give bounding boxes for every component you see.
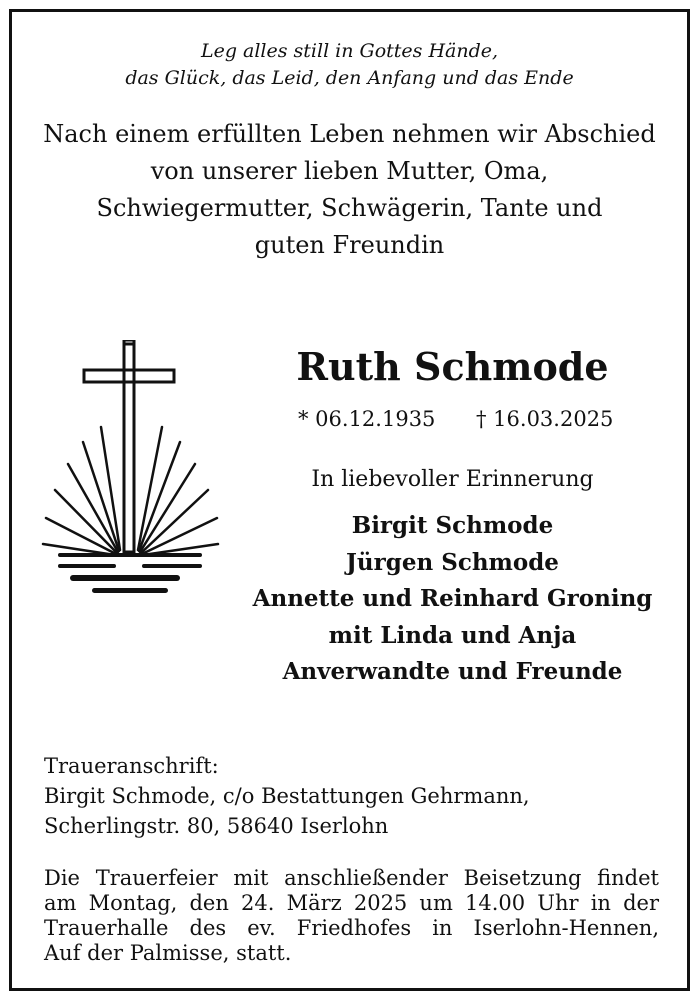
mourner: Annette und Reinhard Groning [252, 585, 653, 612]
intro-line: Schwiegermutter, Schwägerin, Tante und [96, 194, 603, 222]
deceased-name: Ruth Schmode [296, 344, 609, 389]
mourner: mit Linda und Anja [328, 621, 577, 649]
mourners-list [250, 508, 655, 691]
address-line: Scherlingstr. 80, 58640 Iserlohn [44, 814, 389, 838]
life-dates [250, 407, 655, 437]
ceremony-line: Trauerhalle des ev. Friedhofes in Iserlohn-Hennen, [44, 916, 659, 940]
verse-line: Leg alles still in Gottes Hände, [200, 40, 499, 62]
mourner: Birgit Schmode [351, 512, 554, 539]
intro-line: Nach einem erfüllten Leben nehmen wir Abschied [43, 120, 656, 148]
mourner: Jürgen Schmode [346, 548, 559, 576]
birth-date: * 06.12.1935 [298, 407, 436, 431]
address-line: Birgit Schmode, c/o Bestattungen Gehrmann, [44, 784, 530, 808]
death-date: † 16.03.2025 [476, 407, 614, 431]
ceremony-line: am Montag, den 24. März 2025 um 14.00 Uhr in der [44, 891, 659, 915]
mourning-address [44, 751, 530, 841]
ceremony-info [44, 866, 659, 966]
verse [0, 38, 699, 92]
ceremony-line: Auf der Palmisse, statt. [44, 941, 292, 965]
memory-line: In liebevoller Erinnerung [311, 467, 594, 492]
verse-line: das Glück, das Leid, den Anfang und das Ende [125, 67, 574, 89]
intro-line: guten Freundin [254, 231, 445, 259]
intro-line: von unserer lieben Mutter, Oma, [150, 157, 549, 185]
intro-text [0, 116, 699, 264]
cross-sunrise-icon [40, 340, 220, 605]
mourner: Anverwandte und Freunde [282, 658, 623, 685]
ceremony-line: Die Trauerfeier mit anschließender Beisetzung findet [44, 866, 659, 890]
address-line: Traueranschrift: [44, 754, 219, 778]
